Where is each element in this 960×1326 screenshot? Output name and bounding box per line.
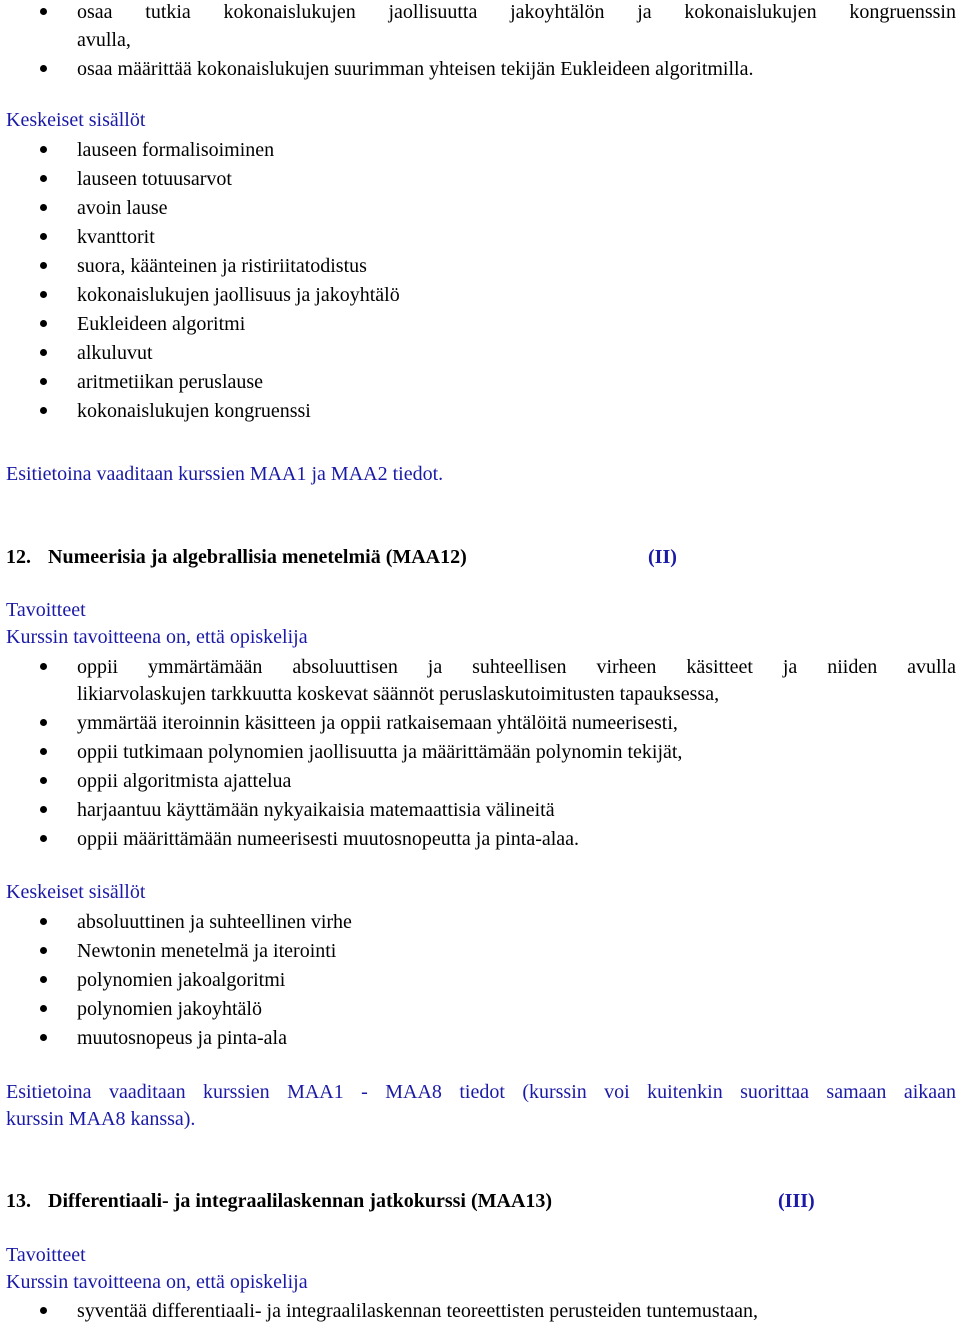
goal-text: oppii algoritmista ajattelua [77,770,292,792]
bullet-marker [40,1307,47,1314]
content-item: polynomien jakoyhtälö [77,998,262,1020]
bullet-marker [40,320,47,327]
content-item: kvanttorit [77,226,155,248]
course-title: Numeerisia ja algebrallisia menetelmiä (MAA12) [48,546,467,568]
bullet-marker [40,918,47,925]
content-item: polynomien jakoalgoritmi [77,969,286,991]
content-heading: Keskeiset sisällöt [6,109,146,131]
bullet-marker [40,806,47,813]
bullet-marker [40,947,47,954]
content-item: lauseen totuusarvot [77,168,232,190]
goals-heading: Tavoitteet [6,1244,86,1266]
bullet-marker [40,233,47,240]
content-item: muutosnopeus ja pinta-ala [77,1027,287,1049]
bullet-marker [40,65,47,72]
prerequisites-text: Esitietoina vaaditaan kurssien MAA1 ja MAA2 tiedot. [6,463,444,485]
bullet-marker [40,8,47,15]
goal-text: avulla, [77,29,131,51]
goal-text: harjaantuu käyttämään nykyaikaisia matemaattisia välineitä [77,799,555,821]
content-item: absoluuttinen ja suhteellinen virhe [77,911,352,933]
bullet-marker [40,378,47,385]
bullet-marker [40,719,47,726]
course-level: (III) [778,1190,815,1212]
bullet-marker [40,976,47,983]
goal-text: oppii tutkimaan polynomien jaollisuutta ja määrittämään polynomin tekijät, [77,741,683,763]
goal-text: oppii ymmärtämään absoluuttisen ja suhteellisen virheen käsitteet ja niiden avulla [77,656,956,678]
goal-text: ymmärtää iteroinnin käsitteen ja oppii ratkaisemaan yhtälöitä numeerisesti, [77,712,678,734]
content-item: Newtonin menetelmä ja iterointi [77,940,337,962]
content-item: lauseen formalisoiminen [77,139,275,161]
goals-intro: Kurssin tavoitteena on, että opiskelija [6,626,308,648]
prerequisites-text: Esitietoina vaaditaan kurssien MAA1 - MAA8 tiedot (kurssin voi kuitenkin suorittaa samaan aikaan [6,1081,956,1103]
content-item: avoin lause [77,197,168,219]
bullet-marker [40,146,47,153]
course-number: 12. [6,546,31,568]
prerequisites-text: kurssin MAA8 kanssa). [6,1108,196,1130]
course-level: (II) [648,546,677,568]
course-number: 13. [6,1190,31,1212]
course-heading [6,1189,552,1213]
goals-heading: Tavoitteet [6,599,86,621]
goal-text: osaa määrittää kokonaislukujen suurimman yhteisen tekijän Eukleideen algoritmilla. [77,58,754,80]
goal-text: oppii määrittämään numeerisesti muutosnopeutta ja pinta-alaa. [77,828,580,850]
content-item: aritmetiikan peruslause [77,371,264,393]
bullet-marker [40,175,47,182]
course-heading [6,545,467,569]
content-item: kokonaislukujen jaollisuus ja jakoyhtälö [77,284,400,306]
course-title: Differentiaali- ja integraalilaskennan jatkokurssi (MAA13) [48,1190,553,1212]
bullet-marker [40,777,47,784]
bullet-marker [40,291,47,298]
goal-text: syventää differentiaali- ja integraalilaskennan teoreettisten perusteiden tuntemustaan, [77,1300,759,1322]
bullet-marker [40,748,47,755]
bullet-marker [40,663,47,670]
bullet-marker [40,204,47,211]
bullet-marker [40,1005,47,1012]
content-item: Eukleideen algoritmi [77,313,246,335]
goals-intro: Kurssin tavoitteena on, että opiskelija [6,1271,308,1293]
content-item: kokonaislukujen kongruenssi [77,400,311,422]
goal-text: likiarvolaskujen tarkkuutta koskevat säännöt peruslaskutoimitusten tapauksessa, [77,683,720,705]
content-heading: Keskeiset sisällöt [6,881,146,903]
goal-text: osaa tutkia kokonaislukujen jaollisuutta jakoyhtälön ja kokonaislukujen kongruenssin [77,1,956,23]
content-item: suora, käänteinen ja ristiriitatodistus [77,255,367,277]
content-item: alkuluvut [77,342,153,364]
bullet-marker [40,262,47,269]
bullet-marker [40,407,47,414]
bullet-marker [40,1034,47,1041]
bullet-marker [40,835,47,842]
bullet-marker [40,349,47,356]
